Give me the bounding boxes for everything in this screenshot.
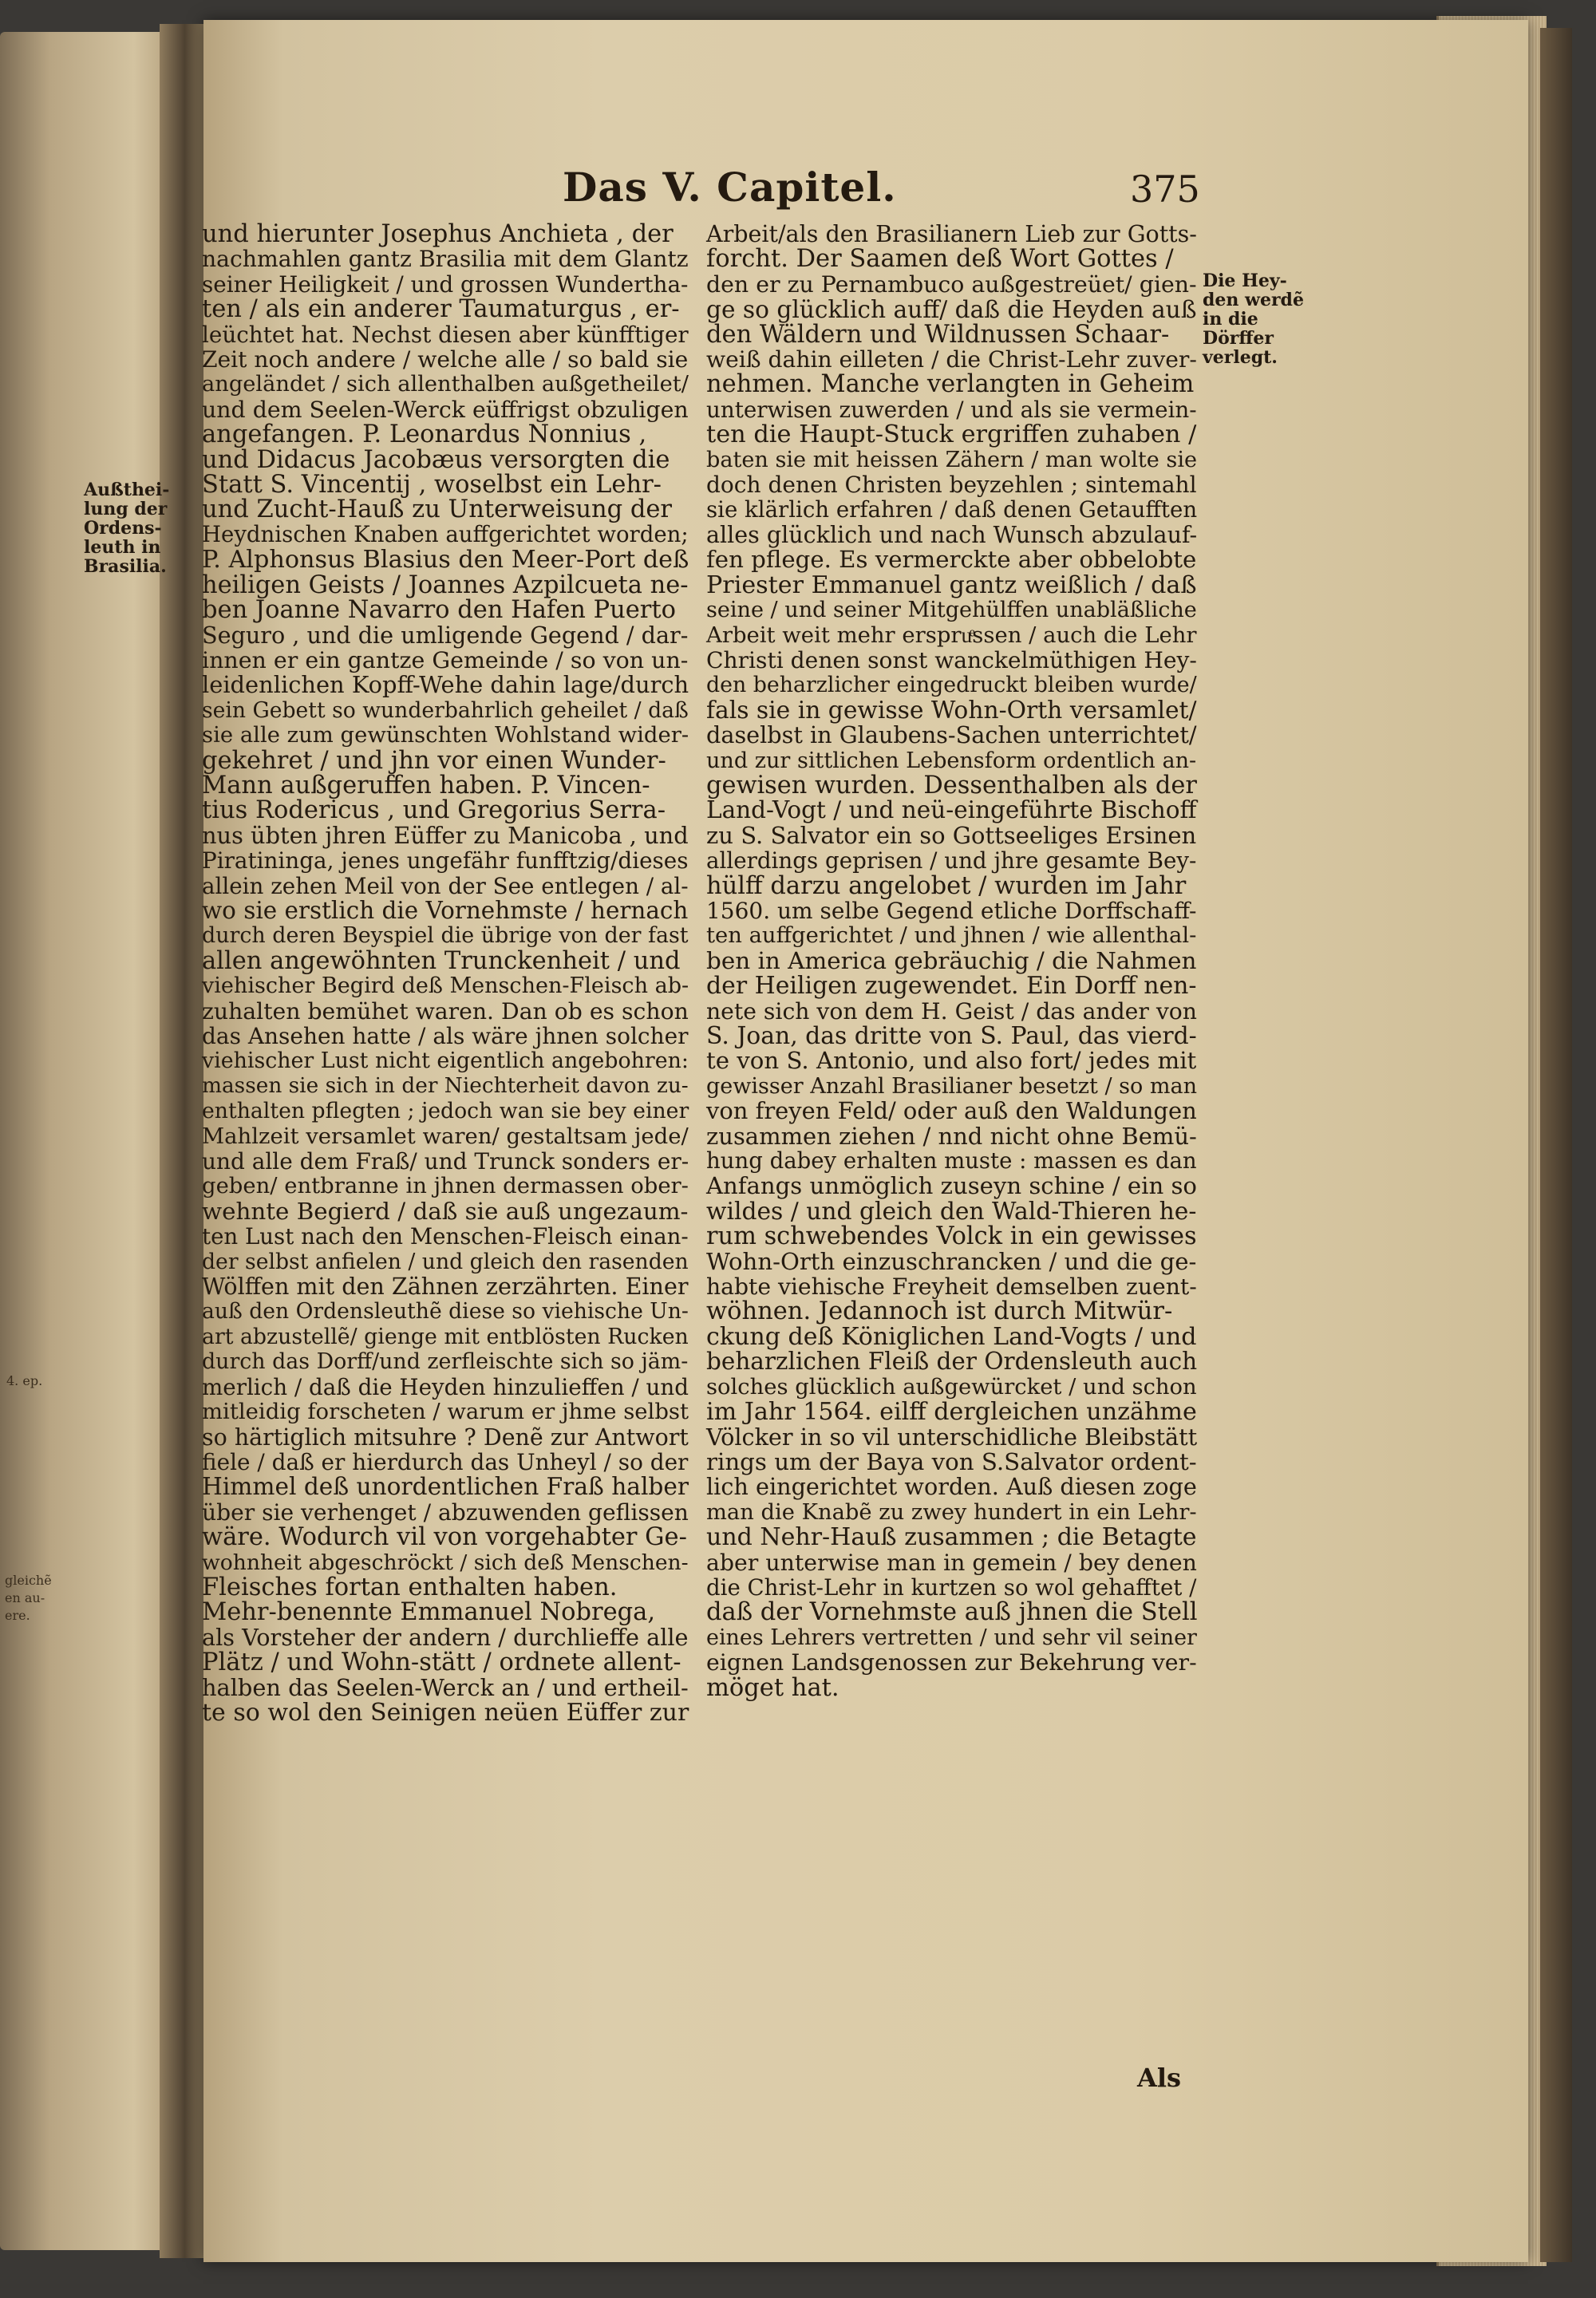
fragment-line: en au- xyxy=(5,1590,45,1605)
text-line: zusammen ziehen / nnd nicht ohne Bemü- xyxy=(706,1122,1197,1150)
text-line: zu S. Salvator ein so Gottseeliges Ersinen xyxy=(706,821,1197,849)
text-line: daß der Vornehmste auß jhnen die Stell xyxy=(706,1598,1198,1627)
text-line: innen er ein gantze Gemeinde / so von un- xyxy=(202,646,689,673)
text-line: Land-Vogt / und neü-eingeführte Bischoff xyxy=(706,796,1197,824)
text-line: der Heiligen zugewendet. Ein Dorff nen- xyxy=(706,972,1197,1001)
text-line: Christi denen sonst wanckelmüthigen Hey- xyxy=(706,646,1197,673)
text-line: ten auffgerichtet / und jhnen / wie allenthal- xyxy=(706,923,1197,949)
text-line: fals sie in gewisse Wohn-Orth versamlet/ xyxy=(706,696,1197,725)
text-line: gewisser Anzahl Brasilianer besetzt / so man xyxy=(706,1073,1197,1099)
text-line: forcht. Der Saamen deß Wort Gottes / xyxy=(706,245,1174,274)
text-line: und dem Seelen-Werck eüffrigst obzuligen xyxy=(202,396,689,423)
text-line: Mahlzeit versamlet waren/ gestaltsam jede/ xyxy=(202,1123,689,1149)
text-line: heiligen Geists / Joannes Azpilcueta ne- xyxy=(202,571,689,599)
text-line: man die Knabẽ zu zwey hundert in ein Lehr- xyxy=(706,1499,1197,1525)
text-line: allen angewöhnten Trunckenheit / und xyxy=(202,946,681,975)
margin-note-line: leuth in xyxy=(84,537,161,558)
text-line: und alle dem Fraß/ und Trunck sonders er- xyxy=(202,1148,689,1175)
text-line: sie alle zum gewünschten Wohlstand wider- xyxy=(202,723,689,748)
text-line: aber unterwise man in gemein / bey denen xyxy=(706,1549,1197,1576)
margin-note-line: in die xyxy=(1203,309,1258,330)
text-line: gewisen wurden. Dessenthalben als der xyxy=(706,771,1197,800)
text-line: wöhnen. Jedannoch ist durch Mitwür- xyxy=(706,1297,1173,1326)
text-line: Mann außgeruffen haben. P. Vincen- xyxy=(202,771,650,800)
text-line: fen pflege. Es vermerckte aber obbelobte xyxy=(706,546,1197,574)
chapter-header: Das V. Capitel. xyxy=(563,164,897,211)
text-line: ten Lust nach den Menschen-Fleisch einan- xyxy=(202,1223,689,1250)
text-line: lich eingerichtet worden. Auß diesen zoge xyxy=(706,1473,1197,1501)
text-line: te von S. Antonio, und also fort/ jedes mit xyxy=(706,1047,1197,1075)
text-line: nehmen. Manche verlangten in Geheim xyxy=(706,370,1195,399)
text-line: S. Joan, das dritte von S. Paul, das vierd- xyxy=(706,1022,1197,1050)
text-line: beharzlichen Fleiß der Ordensleuth auch xyxy=(706,1348,1198,1376)
text-line: daselbst in Glaubens-Sachen unterrichtet/ xyxy=(706,721,1197,749)
text-line: merlich / daß die Heyden hinzulieffen / und xyxy=(202,1373,689,1400)
text-line: Statt S. Vincentij , woselbst ein Lehr- xyxy=(202,471,662,499)
text-line: gekehret / und jhn vor einen Wunder- xyxy=(202,746,666,775)
text-line: alles glücklich und nach Wunsch abzulauf- xyxy=(706,520,1198,548)
text-line: Wölffen mit den Zähnen zerzährten. Einer xyxy=(202,1273,689,1301)
text-line: viehischer Begird deß Menschen-Fleisch ab- xyxy=(202,973,689,999)
text-line: allerdings geprisen / und jhre gesamte Bey- xyxy=(706,847,1197,875)
text-line: Plätz / und Wohn-stätt / ordnete allent- xyxy=(202,1648,681,1677)
catchword: Als xyxy=(1137,2063,1181,2093)
text-line: Anfangs unmöglich zuseyn schine / ein so xyxy=(706,1172,1197,1200)
text-line: eines Lehrers vertretten / und sehr vil seiner xyxy=(706,1625,1197,1650)
text-line: massen sie sich in der Niechterheit davon zu- xyxy=(202,1073,689,1098)
text-line: den beharzlicher eingedruckt bleiben wurde/ xyxy=(706,673,1197,698)
text-line: halben das Seelen-Werck an / und ertheil- xyxy=(202,1673,689,1701)
margin-note-line: Brasilia. xyxy=(84,556,167,577)
text-line: und Nehr-Hauß zusammen ; die Betagte xyxy=(706,1523,1197,1552)
text-line: allein zehen Meil von der See entlegen / al- xyxy=(202,872,689,899)
text-line: von freyen Feld/ oder auß den Waldungen xyxy=(706,1097,1197,1125)
text-line: mitleidig forscheten / warum er jhme selbst xyxy=(202,1399,689,1425)
text-line: ckung deß Königlichen Land-Vogts / und xyxy=(706,1322,1197,1351)
text-line: durch das Dorff/und zerfleischte sich so jäm- xyxy=(202,1349,689,1375)
text-line: nus übten jhren Eüffer zu Manicoba , und xyxy=(202,821,689,849)
text-line: Arbeit weit mehr erspruͤssen / auch die Lehr xyxy=(706,622,1197,648)
text-line: Wohn-Orth einzuschrancken / und die ge- xyxy=(706,1247,1197,1275)
margin-note-line: Außthei- xyxy=(84,480,170,500)
text-line: doch denen Christen beyzehlen ; sintemahl xyxy=(706,472,1197,499)
text-line: leidenlichen Kopff-Wehe dahin lage/durch xyxy=(202,671,689,699)
text-line: zuhalten bemühet waren. Dan ob es schon xyxy=(202,997,689,1025)
text-line: sein Gebett so wunderbahrlich geheilet / daß xyxy=(202,697,689,723)
text-line: ben in America gebräuchig / die Nahmen xyxy=(706,946,1197,974)
text-line: wehnte Begierd / daß sie auß ungezaum- xyxy=(202,1197,689,1225)
text-line: wo sie erstlich die Vornehmste / hernach xyxy=(202,896,689,924)
text-line: wohnheit abgeschröckt / sich deß Menschen- xyxy=(202,1550,689,1575)
text-line: und Zucht-Hauß zu Unterweisung der xyxy=(202,496,672,524)
text-line: hülff darzu angelobet / wurden im Jahr xyxy=(706,871,1187,900)
text-line: rings um der Baya von S.Salvator ordent- xyxy=(706,1447,1197,1475)
text-line: Himmel deß unordentlichen Fraß halber xyxy=(202,1473,689,1501)
text-line: auß den Ordensleuthẽ diese so viehische Un- xyxy=(202,1299,689,1325)
text-line: leüchtet hat. Nechst diesen aber künfftiger xyxy=(202,321,689,348)
text-line: baten sie mit heissen Zähern / man wolte sie xyxy=(706,447,1198,472)
previous-page-fragment-2 xyxy=(5,1572,52,1625)
text-line: ben Joanne Navarro den Hafen Puerto xyxy=(202,596,677,625)
text-line: und zur sittlichen Lebensform ordentlich an- xyxy=(706,748,1197,773)
text-line: nete sich von dem H. Geist / das ander von xyxy=(706,997,1197,1025)
text-line: als Vorsteher der andern / durchlieffe alle xyxy=(202,1623,689,1651)
text-line: im Jahr 1564. eilff dergleichen unzähme xyxy=(706,1398,1197,1427)
text-line: und hierunter Josephus Anchieta , der xyxy=(202,220,674,248)
text-column-right xyxy=(706,222,1197,1700)
text-line: ten / als ein anderer Taumaturgus , er- xyxy=(202,295,680,324)
text-line: und Didacus Jacobæus versorgten die xyxy=(202,445,670,474)
text-line: nachmahlen gantz Brasilia mit dem Glantz xyxy=(202,246,689,273)
text-line: über sie verhenget / abzuwenden geflissen xyxy=(202,1498,689,1526)
text-line: Mehr-benennte Emmanuel Nobrega, xyxy=(202,1598,656,1627)
text-line: te so wol den Seinigen neüen Eüffer zur xyxy=(202,1698,689,1727)
text-line: ten die Haupt-Stuck ergriffen zuhaben / xyxy=(706,421,1197,449)
margin-note-line: Die Hey- xyxy=(1203,270,1287,291)
text-line: unterwisen zuwerden / und als sie vermein- xyxy=(706,396,1197,423)
text-line: den Wäldern und Wildnussen Schaar- xyxy=(706,320,1170,349)
text-line: möget hat. xyxy=(706,1673,839,1702)
page-number: 375 xyxy=(1130,168,1200,211)
text-line: art abzustellẽ/ gienge mit entblösten Rucken xyxy=(202,1324,689,1349)
text-line: geben/ entbranne in jhnen dermassen ober- xyxy=(202,1174,689,1199)
text-line: der selbst anfielen / und gleich den rasenden xyxy=(202,1249,689,1274)
text-line: so härtiglich mitsuhre ? Denẽ zur Antwort xyxy=(202,1423,689,1451)
text-line: Seguro , und die umligende Gegend / dar- xyxy=(202,621,689,649)
text-line: durch deren Beyspiel die übrige von der fast xyxy=(202,923,689,949)
text-line: Priester Emmanuel gantz weißlich / daß xyxy=(706,571,1197,599)
text-line: 1560. um selbe Gegend etliche Dorffschaff- xyxy=(706,897,1197,924)
fragment-line: 4. ep. xyxy=(6,1373,43,1388)
fragment-line: gleichẽ xyxy=(5,1573,52,1588)
margin-note-line: den werdẽ xyxy=(1203,290,1304,310)
margin-note-left xyxy=(84,480,169,576)
text-line: P. Alphonsus Blasius den Meer-Port deß xyxy=(202,546,689,574)
text-line: tius Rodericus , und Gregorius Serra- xyxy=(202,796,666,825)
text-line: Piratininga, jenes ungefähr funfftzig/dieses xyxy=(202,847,689,875)
text-line: Fleisches fortan enthalten haben. xyxy=(202,1573,618,1601)
text-line: eignen Landsgenossen zur Bekehrung ver- xyxy=(706,1649,1197,1676)
margin-note-line: Dörffer xyxy=(1203,328,1274,349)
book-cover-edge xyxy=(1540,28,1572,2262)
text-line: seine / und seiner Mitgehülffen unabläßliche xyxy=(706,598,1197,623)
text-line: fiele / daß er hierdurch das Unheyl / so der xyxy=(202,1448,689,1475)
text-line: seiner Heiligkeit / und grossen Wundertha- xyxy=(202,270,689,298)
margin-note-right xyxy=(1203,271,1304,367)
margin-note-line: lung der xyxy=(84,499,168,519)
text-line: viehischer Lust nicht eigentlich angebohren: xyxy=(202,1048,689,1074)
margin-note-line: Ordens- xyxy=(84,518,162,539)
text-line: weiß dahin eilleten / die Christ-Lehr zuver- xyxy=(706,346,1197,373)
previous-page-fragment-1 xyxy=(6,1372,42,1390)
text-line: hung dabey erhalten muste : massen es dan xyxy=(706,1148,1197,1175)
text-line: habte viehische Freyheit demselben zuent- xyxy=(706,1273,1197,1301)
margin-note-line: verlegt. xyxy=(1203,347,1278,368)
text-line: rum schwebendes Volck in ein gewisses xyxy=(706,1222,1197,1251)
fragment-line: ere. xyxy=(5,1608,30,1623)
text-line: Völcker in so vil unterschidliche Bleibstätt xyxy=(706,1423,1198,1451)
text-line: angefangen. P. Leonardus Nonnius , xyxy=(202,421,647,449)
text-line: den er zu Pernambuco außgestreüet/ gien- xyxy=(706,270,1197,298)
text-line: die Christ-Lehr in kurtzen so wol gehafftet / xyxy=(706,1573,1197,1601)
text-line: enthalten pflegten ; jedoch wan sie bey einer xyxy=(202,1099,689,1124)
text-line: angeländet / sich allenthalben außgetheilet/ xyxy=(202,372,689,397)
text-line: Heydnischen Knaben auffgerichtet worden; xyxy=(202,521,689,547)
text-line: Arbeit/als den Brasilianern Lieb zur Gotts- xyxy=(706,220,1197,247)
text-line: solches glücklich außgewürcket / und schon xyxy=(706,1374,1197,1400)
text-line: wäre. Wodurch vil von vorgehabter Ge- xyxy=(202,1523,687,1552)
text-line: das Ansehen hatte / als wäre jhnen solcher xyxy=(202,1023,689,1049)
text-line: ge so glücklich auff/ daß die Heyden auß xyxy=(706,295,1197,324)
text-line: Zeit noch andere / welche alle / so bald sie xyxy=(202,346,689,373)
text-line: wildes / und gleich den Wald-Thieren he- xyxy=(706,1197,1197,1226)
text-column-left xyxy=(202,222,689,1725)
previous-page xyxy=(0,32,168,2250)
text-line: sie klärlich erfahren / daß denen Getaufften xyxy=(706,496,1198,523)
